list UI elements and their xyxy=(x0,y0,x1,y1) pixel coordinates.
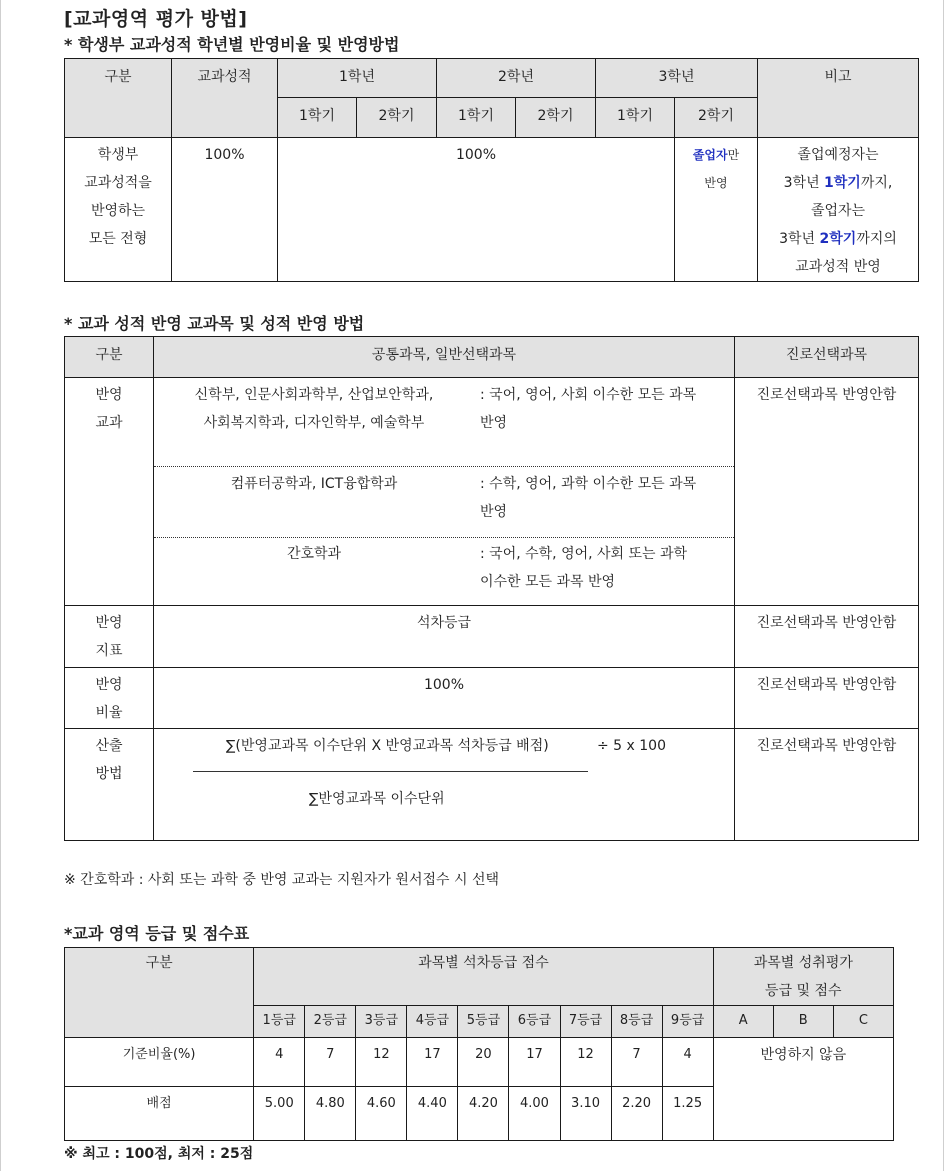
t2-subjects-career: 진로선택과목 반영안함 xyxy=(735,378,919,606)
grade-1-header: 1등급 xyxy=(254,1006,305,1038)
score-value: 2.20 xyxy=(611,1087,662,1141)
group-divider xyxy=(154,466,734,467)
grade-5-header: 5등급 xyxy=(458,1006,509,1038)
score-range-note: ※ 최고 : 100점, 최저 : 25점 xyxy=(64,1146,254,1162)
group-divider xyxy=(154,537,734,538)
t1-header-category: 구분 xyxy=(65,59,172,138)
t2-method-career: 진로선택과목 반영안함 xyxy=(735,729,919,841)
score-value: 4.80 xyxy=(305,1087,356,1141)
subject-reflection-table xyxy=(64,336,919,841)
t2-ratio-value: 100% xyxy=(154,668,735,729)
t2-ratio-label: 반영 비율 xyxy=(65,668,154,729)
grade-7-header: 7등급 xyxy=(560,1006,611,1038)
grade-9-header: 9등급 xyxy=(662,1006,713,1038)
t2-subjects-label: 반영 교과 xyxy=(65,378,154,606)
graduate-highlight: 졸업자 xyxy=(692,148,728,162)
formula-multiplier: ÷ 5 x 100 xyxy=(597,738,666,754)
ratio-value: 4 xyxy=(254,1038,305,1087)
t1-header-year1: 1학년 xyxy=(278,59,437,98)
t1-y2-sem1: 1학기 xyxy=(437,98,516,138)
t1-row-years-value: 100% xyxy=(278,138,675,282)
t3-header-rank-scores: 과목별 석차등급 점수 xyxy=(254,948,713,1006)
section3-heading: *교과 영역 등급 및 점수표 xyxy=(64,924,250,943)
grade-ratio-table xyxy=(64,58,919,282)
t1-row-category: 학생부 교과성적을 반영하는 모든 전형 xyxy=(65,138,172,282)
t1-row-grades-value: 100% xyxy=(172,138,278,282)
ratio-value: 20 xyxy=(458,1038,509,1087)
score-value: 5.00 xyxy=(254,1087,305,1141)
t3-header-achievement: 과목별 성취평가 등급 및 점수 xyxy=(713,948,893,1006)
t1-y3-sem1: 1학기 xyxy=(596,98,675,138)
ratio-value: 17 xyxy=(509,1038,560,1087)
nursing-note: ※ 간호학과 : 사회 또는 과학 중 반영 교과는 지원자가 원서접수 시 선택 xyxy=(64,872,499,888)
score-value: 4.40 xyxy=(407,1087,458,1141)
t2-header-common: 공통과목, 일반선택과목 xyxy=(154,337,735,378)
semester1-highlight: 1학기 xyxy=(824,175,861,191)
t1-header-grades: 교과성적 xyxy=(172,59,278,138)
ratio-value: 4 xyxy=(662,1038,713,1087)
grade-3-header: 3등급 xyxy=(356,1006,407,1038)
ach-c-header: C xyxy=(833,1006,893,1038)
t2-subjects-groups: 신학부, 인문사회과학부, 산업보안학과, 사회복지학과, 디자인학부, 예술학부 : 국어, 영어, 사회 이수한 모든 과목 반영 컴퓨터공학과, ICT융합학과 : 수학, 영어, 과학 이수한 모든 과목 반영 간호학과 : 국어, 수학, 영어, 사회 또는 과학 이수한 모든 과목 반영 xyxy=(154,378,735,606)
ach-a-header: A xyxy=(713,1006,773,1038)
score-value: 4.60 xyxy=(356,1087,407,1141)
t2-header-career: 진로선택과목 xyxy=(735,337,919,378)
t1-y2-sem2: 2학기 xyxy=(516,98,596,138)
achievement-not-applied: 반영하지 않음 xyxy=(713,1038,893,1141)
t1-header-remarks: 비고 xyxy=(758,59,919,138)
t1-header-year2: 2학년 xyxy=(437,59,596,98)
score-row-label: 배점 xyxy=(65,1087,254,1141)
t1-y1-sem1: 1학기 xyxy=(278,98,357,138)
t2-method-formula xyxy=(154,729,735,841)
formula-numerator: ∑(반영교과목 이수단위 X 반영교과목 석차등급 배점) xyxy=(226,738,549,754)
t2-index-label: 반영 지표 xyxy=(65,606,154,668)
t2-header-category: 구분 xyxy=(65,337,154,378)
t2-method-label: 산출 방법 xyxy=(65,729,154,841)
t2-ratio-career: 진로선택과목 반영안함 xyxy=(735,668,919,729)
t1-y1-sem2: 2학기 xyxy=(357,98,437,138)
section2-heading: * 교과 성적 반영 교과목 및 성적 반영 방법 xyxy=(64,314,365,333)
ratio-value: 12 xyxy=(356,1038,407,1087)
grade-2-header: 2등급 xyxy=(305,1006,356,1038)
formula-denominator: ∑반영교과목 이수단위 xyxy=(309,791,445,807)
t1-header-year3: 3학년 xyxy=(596,59,758,98)
ratio-value: 7 xyxy=(305,1038,356,1087)
score-value: 4.20 xyxy=(458,1087,509,1141)
grade-4-header: 4등급 xyxy=(407,1006,458,1038)
page-left-border xyxy=(0,0,1,1171)
fraction-bar xyxy=(193,771,588,772)
t1-row-y3s2: 졸업자만 반영 xyxy=(675,138,758,282)
grade-8-header: 8등급 xyxy=(611,1006,662,1038)
ratio-value: 7 xyxy=(611,1038,662,1087)
score-value: 1.25 xyxy=(662,1087,713,1141)
t1-row-remarks: 졸업예정자는 3학년 1학기까지, 졸업자는 3학년 2학기까지의 교과성적 반영 xyxy=(758,138,919,282)
ratio-value: 17 xyxy=(407,1038,458,1087)
grade-score-table xyxy=(64,947,894,1141)
semester2-highlight: 2학기 xyxy=(819,231,857,247)
t2-index-value: 석차등급 xyxy=(154,606,735,668)
t3-header-category: 구분 xyxy=(65,948,254,1038)
score-value: 3.10 xyxy=(560,1087,611,1141)
score-value: 4.00 xyxy=(509,1087,560,1141)
page-title: [교과영역 평가 방법] xyxy=(64,8,248,30)
ach-b-header: B xyxy=(773,1006,833,1038)
ratio-value: 12 xyxy=(560,1038,611,1087)
t2-index-career: 진로선택과목 반영안함 xyxy=(735,606,919,668)
ratio-row-label: 기준비율(%) xyxy=(65,1038,254,1087)
t1-y3-sem2: 2학기 xyxy=(675,98,758,138)
grade-6-header: 6등급 xyxy=(509,1006,560,1038)
section1-heading: * 학생부 교과성적 학년별 반영비율 및 반영방법 xyxy=(64,35,400,54)
